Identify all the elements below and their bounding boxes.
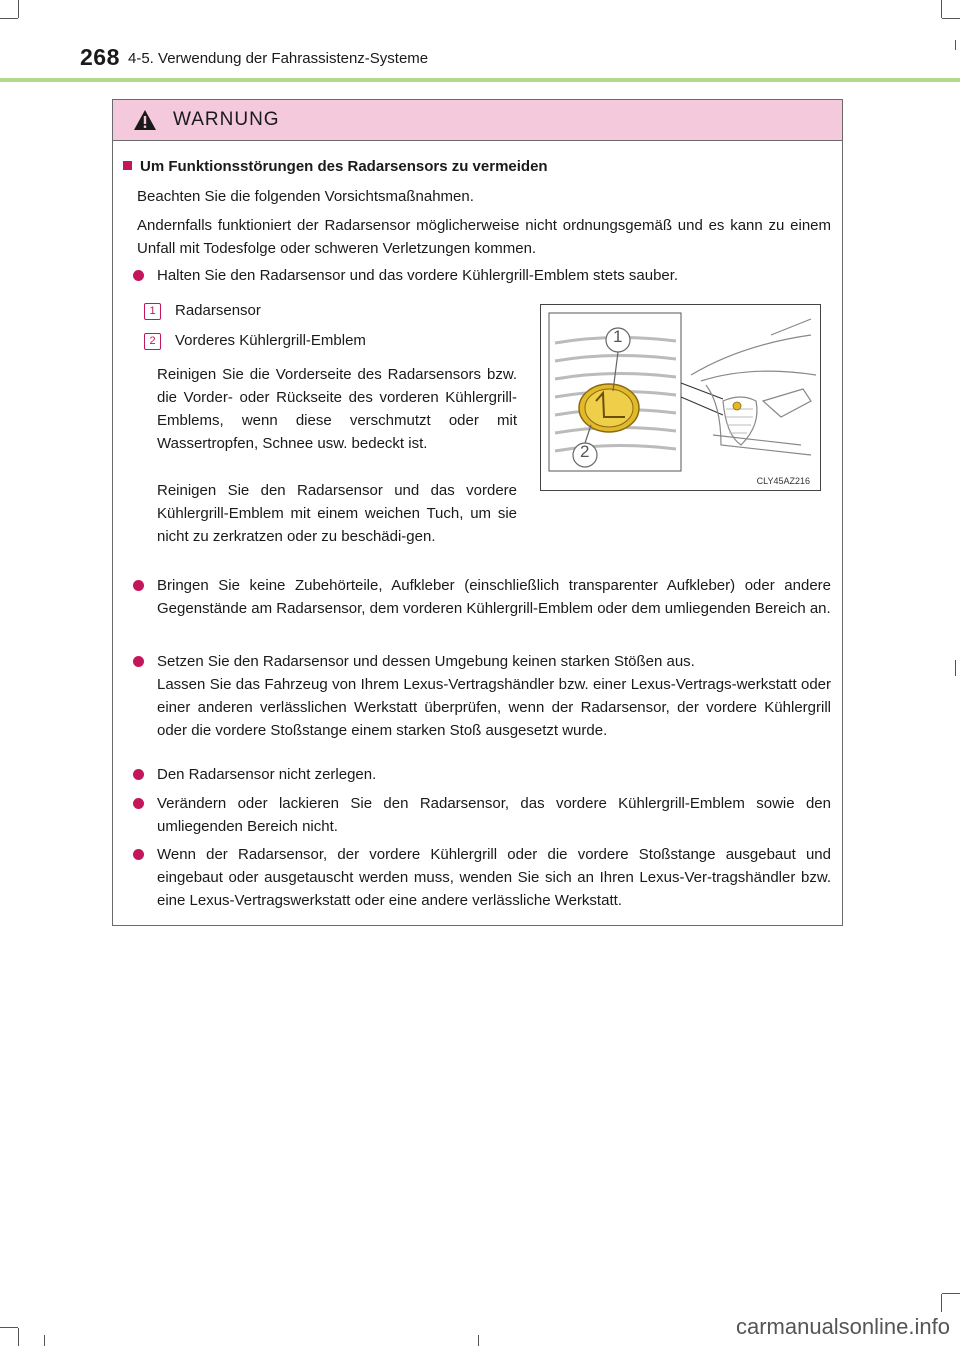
warning-heading-text: Um Funktionsstörungen des Radarsensors zu vermeiden [140, 158, 548, 175]
crop-mark [942, 1293, 960, 1294]
crop-mark [941, 1294, 942, 1312]
crop-mark [0, 18, 18, 19]
crop-mark [942, 18, 960, 19]
intro-line-1: Beachten Sie die folgenden Vorsichtsmaßnahmen. [137, 188, 474, 205]
section-title: 4-5. Verwendung der Fahrassistenz-Systeme [128, 50, 429, 67]
intro-line-2: Andernfalls funktioniert der Radarsensor möglicherweise nicht ordnungsgemäß und es kann zu einem Unfall mit Todesfolge oder schweren Verletzungen kommen. [137, 217, 831, 257]
crop-mark [478, 1335, 479, 1346]
crop-mark [44, 1335, 45, 1346]
label-grille-emblem: Vorderes Kühlergrill-Emblem [175, 332, 366, 349]
bullet-dot-icon [133, 849, 144, 860]
crop-mark [941, 0, 942, 18]
crop-mark [0, 1327, 18, 1328]
crop-mark [18, 1328, 19, 1346]
bullet-no-accessories [133, 574, 831, 620]
warning-header [113, 100, 842, 141]
radar-sensor-illustration [540, 304, 821, 491]
bullet-dot-icon [133, 798, 144, 809]
bullet-dot-icon [133, 769, 144, 780]
crop-mark [18, 0, 19, 18]
bullet-dot-icon [133, 270, 144, 281]
bullet-keep-clean [133, 264, 831, 287]
bullet-text: Den Radarsensor nicht zerlegen. [157, 766, 377, 783]
watermark: carmanualsonline.info [735, 1314, 950, 1339]
square-bullet-icon [123, 161, 132, 170]
bullet-no-disassembly [133, 763, 831, 786]
label-number-badge: 2 [144, 333, 161, 350]
bullet-text-continued: Lassen Sie das Fahrzeug von Ihrem Lexus-Vertragshändler bzw. einer Lexus-Vertrags-werkstatt oder einer anderen verlässlichen Werkstatt überprüfen, wenn der Radarsensor, der vordere Kühlergrill oder die vordere Stoßstange einem starken Stoß ausgesetzt wurde. [157, 676, 831, 739]
bullet-no-impacts [133, 650, 831, 742]
label-radar-sensor: Radarsensor [175, 302, 261, 319]
bullet-text: Halten Sie den Radarsensor und das vordere Kühlergrill-Emblem stets sauber. [157, 267, 679, 284]
bullet-replacement [133, 843, 831, 912]
warning-triangle-icon [133, 109, 157, 131]
bullet-dot-icon [133, 656, 144, 667]
bullet-text: Setzen Sie den Radarsensor und dessen Umgebung keinen starken Stößen aus. [157, 653, 695, 670]
warning-title: WARNUNG [173, 109, 280, 130]
cleaning-instruction-2: Reinigen Sie den Radarsensor und das vordere Kühlergrill-Emblem mit einem weichen Tuch, um sie nicht zu zerkratzen oder zu beschädi-gen. [157, 482, 517, 545]
crop-mark [955, 40, 956, 50]
car-front-drawing [541, 305, 820, 490]
illustration-code: CLY45AZ216 [756, 476, 810, 486]
label-number-badge: 1 [144, 303, 161, 320]
callout-1: 1 [613, 327, 623, 346]
crop-mark [955, 660, 956, 676]
bullet-text: Verändern oder lackieren Sie den Radarsensor, das vordere Kühlergrill-Emblem sowie den umliegenden Bereich nicht. [157, 795, 831, 835]
bullet-no-modification [133, 792, 831, 838]
cleaning-instruction-1: Reinigen Sie die Vorderseite des Radarsensors bzw. die Vorder- oder Rückseite des vorderen Kühlergrill-Emblems, wenn diese verschmutzt oder mit Wassertropfen, Schnee usw. bedeckt ist. [157, 366, 517, 452]
bullet-text: Wenn der Radarsensor, der vordere Kühlergrill oder die vordere Stoßstange ausgebaut und eingebaut oder ausgetauscht werden muss, wenden Sie sich an Ihren Lexus-Ver-tragshändler bzw. eine Lexus-Vertragswerkstatt oder eine andere verlässliche Werkstatt. [157, 846, 831, 909]
warning-box [112, 99, 843, 926]
page-header [80, 44, 880, 74]
warning-heading [123, 158, 833, 175]
callout-2: 2 [580, 442, 590, 461]
header-rule [0, 78, 960, 82]
bullet-dot-icon [133, 580, 144, 591]
page-number: 268 [80, 44, 120, 70]
bullet-text: Bringen Sie keine Zubehörteile, Aufkleber (einschließlich transparenter Aufkleber) oder andere Gegenstände am Radarsensor, dem vorderen Kühlergrill-Emblem oder dem umliegenden Bereich an. [157, 577, 831, 617]
